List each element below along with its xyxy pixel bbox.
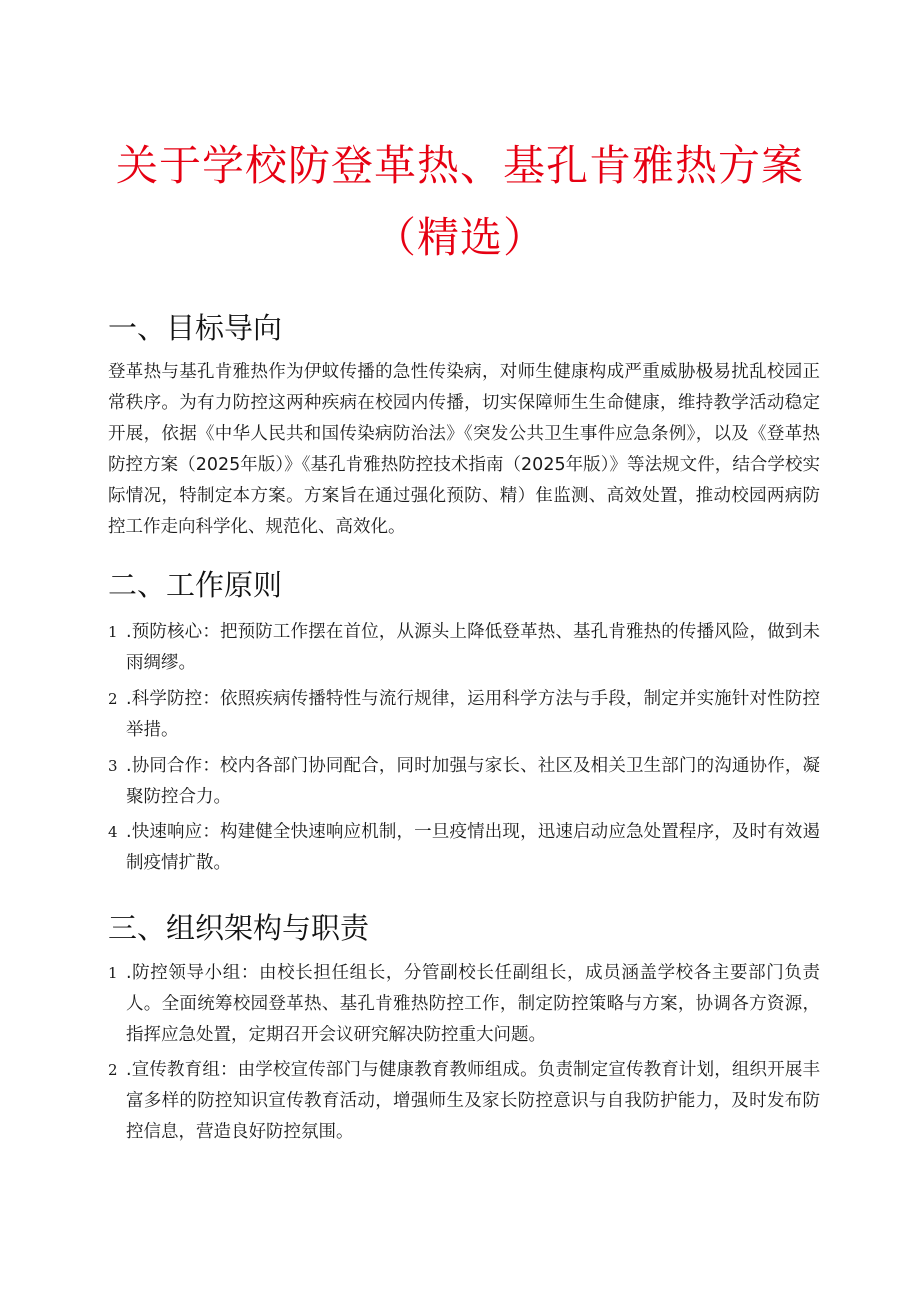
list-item-number: 1: [108, 623, 118, 641]
list-item-number: 2: [108, 1061, 118, 1079]
list-item-number: 4: [108, 823, 118, 841]
document-title-line1: 关于学校防登革热、基孔肯雅热方案: [115, 141, 804, 190]
list-item: [108, 684, 820, 746]
list-item-text: .预防核心：把预防工作摆在首位，从源头上降低登革热、基孔肯雅热的传播风险，做到未雨绸缪。: [126, 622, 820, 673]
list-item-text: .快速响应：构建健全快速响应机制，一旦疫情出现，迅速启动应急处置程序，及时有效遏制疫情扩散。: [126, 822, 820, 873]
section-heading-goals: 一、目标导向: [108, 311, 283, 345]
list-item-text: .防控领导小组：由校长担任组长，分管副校长任副组长，成员涵盖学校各主要部门负责人。全面统筹校园登革热、基孔肯雅热防控工作，制定防控策略与方案，协调各方资源，指挥应急处置，定期召开会议研究解决防控重大问题。: [126, 963, 820, 1045]
list-item-number: 2: [108, 690, 118, 708]
list-item-text: .科学防控：依照疾病传播特性与流行规律，运用科学方法与手段，制定并实施针对性防控举措。: [126, 689, 820, 740]
list-item: [108, 617, 820, 679]
list-item-number: 1: [108, 964, 118, 982]
list-item-text: .宣传教育组：由学校宣传部门与健康教育教师组成。负责制定宣传教育计划，组织开展丰富多样的防控知识宣传教育活动，增强师生及家长防控意识与自我防护能力，及时发布防控信息，营造良好防控氛围。: [126, 1060, 820, 1142]
list-item-number: 3: [108, 757, 118, 775]
section-heading-organization: 三、组织架构与职责: [108, 911, 370, 945]
list-item: [108, 958, 820, 1051]
document-title-line2: （精选）: [373, 213, 546, 262]
list-item: [108, 1055, 820, 1148]
list-item: [108, 751, 820, 813]
list-item: [108, 817, 820, 879]
list-item-text: .协同合作：校内各部门协同配合，同时加强与家长、社区及相关卫生部门的沟通协作，凝聚防控合力。: [126, 756, 820, 807]
section-heading-principles: 二、工作原则: [108, 568, 283, 602]
section-paragraph-goals: 登革热与基孔肯雅热作为伊蚊传播的急性传染病，对师生健康构成严重威胁极易扰乱校园正常秩序。为有力防控这两种疾病在校园内传播，切实保障师生生命健康，维持教学活动稳定开展，依据《中华人民共和国传染病防治法》《突发公共卫生事件应急条例》，以及《登革热防控方案（2025年版）》《基孔肯雅热防控技术指南（2025年版）》等法规文件，结合学校实际情况，特制定本方案。方案旨在通过强化预防、精）隹监测、高效处置，推动校园两病防控工作走向科学化、规范化、高效化。: [108, 362, 820, 537]
